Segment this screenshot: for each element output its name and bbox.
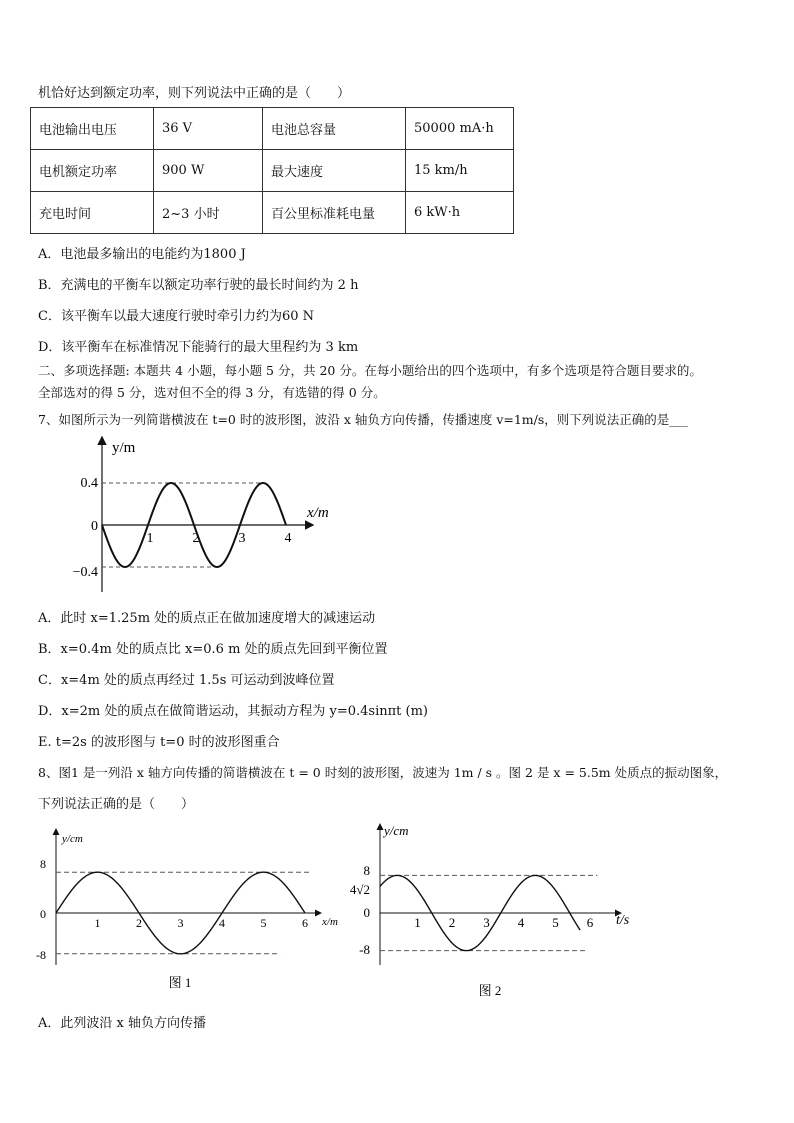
table-cell: 6 kW·h — [406, 192, 514, 234]
table-cell: 50000 mA·h — [406, 108, 514, 150]
y-axis-label: y/cm — [384, 823, 409, 838]
x-tick-label: 4 — [284, 531, 292, 546]
q6-intro: 机恰好达到额定功率，则下列说法中正确的是（ ） — [38, 86, 351, 101]
y-tick-label: 0 — [91, 519, 98, 534]
q7-option-e: E. t=2s 的波形图与 t=0 时的波形图重合 — [38, 735, 280, 750]
x-axis-label: t/s — [616, 913, 630, 928]
figure-caption: 图 1 — [168, 975, 192, 990]
y-tick-label: -8 — [359, 942, 370, 957]
y-tick-label: 8 — [363, 863, 370, 878]
x-tick-label: 3 — [238, 531, 246, 546]
table-cell: 36 V — [154, 108, 263, 150]
x-tick-label: 6 — [302, 916, 308, 930]
q6-option-a: A．电池最多输出的电能约为1800 J — [38, 247, 246, 262]
x-axis-label: x/m — [307, 505, 329, 521]
q6-option-b: B．充满电的平衡车以额定功率行驶的最长时间约为 2 h — [38, 278, 359, 293]
q7-option-b: B．x=0.4m 处的质点比 x=0.6 m 处的质点先回到平衡位置 — [38, 642, 388, 657]
q7-option-a: A．此时 x=1.25m 处的质点正在做加速度增大的减速运动 — [38, 611, 376, 626]
x-tick-label: 5 — [552, 915, 559, 930]
figure-caption: 图 2 — [478, 983, 502, 998]
table-row — [31, 108, 514, 150]
x-tick-label: 3 — [483, 915, 490, 930]
table-cell: 电池总容量 — [263, 108, 406, 150]
x-tick-label: 1 — [146, 531, 154, 546]
q7-option-c: C．x=4m 处的质点再经过 1.5s 可运动到波峰位置 — [38, 673, 335, 688]
y-tick-label: 8 — [40, 857, 46, 871]
table-cell: 900 W — [154, 150, 263, 192]
y-tick-label: 4√2 — [349, 882, 370, 897]
y-axis-label: y/m — [112, 440, 136, 456]
q6-option-d: D．该平衡车在标准情况下能骑行的最大里程约为 3 km — [38, 340, 359, 355]
x-tick-label: 4 — [219, 916, 225, 930]
q7-stem: 7、如图所示为一列简谐横波在 t=0 时的波形图，波沿 x 轴负方向传播，传播速度 v=1m/s，则下列说法正确的是___ — [38, 412, 689, 427]
table-cell: 充电时间 — [31, 192, 154, 234]
section2-instructions-1: 二、多项选择题: 本题共 4 小题，每小题 5 分，共 20 分。在每小题给出的四个选项中，有多个选项是符合题目要求的。 — [38, 363, 702, 378]
q8-figure-2-chart — [340, 820, 640, 1005]
q6-option-c: C．该平衡车以最大速度行驶时牵引力约为60 N — [38, 309, 314, 324]
q8-stem-2: 下列说法正确的是（ ） — [38, 797, 195, 812]
x-tick-label: 6 — [586, 915, 594, 930]
x-tick-label: 3 — [177, 916, 184, 930]
table-cell: 电池输出电压 — [31, 108, 154, 150]
y-tick-label: −0.4 — [72, 565, 98, 580]
q8-option-a: A．此列波沿 x 轴负方向传播 — [38, 1016, 206, 1031]
x-tick-label: 2 — [448, 915, 456, 930]
q8-figure-1-chart — [30, 825, 340, 1005]
x-tick-label: 1 — [94, 916, 101, 930]
x-tick-label: 2 — [192, 531, 200, 546]
x-tick-label: 1 — [414, 915, 421, 930]
table-row — [31, 150, 514, 192]
battery-spec-table — [30, 107, 514, 234]
table-cell: 电机额定功率 — [31, 150, 154, 192]
y-tick-label: 0.4 — [80, 476, 98, 491]
table-cell: 15 km/h — [406, 150, 514, 192]
x-tick-label: 4 — [517, 915, 525, 930]
q7-option-d: D．x=2m 处的质点在做简谐运动，其振动方程为 y=0.4sinπt (m) — [38, 704, 428, 719]
x-tick-label: 5 — [260, 916, 267, 930]
table-cell: 百公里标准耗电量 — [263, 192, 406, 234]
q8-stem-1: 8、图1 是一列沿 x 轴方向传播的简谐横波在 t = 0 时刻的波形图，波速为 1m / s 。图 2 是 x = 5.5m 处质点的振动图象， — [38, 765, 728, 780]
y-tick-label: 0 — [363, 905, 370, 920]
table-row — [31, 192, 514, 234]
y-tick-label: -8 — [36, 948, 46, 962]
x-tick-label: 2 — [136, 916, 142, 930]
table-cell: 2~3 小时 — [154, 192, 263, 234]
table-cell: 最大速度 — [263, 150, 406, 192]
section2-instructions-2: 全部选对的得 5 分，选对但不全的得 3 分，有选错的得 0 分。 — [38, 385, 386, 400]
y-tick-label: 0 — [40, 907, 46, 921]
q7-wave-chart — [62, 432, 329, 602]
y-axis-label: y/cm — [62, 833, 83, 845]
x-axis-label: x/m — [322, 916, 338, 928]
